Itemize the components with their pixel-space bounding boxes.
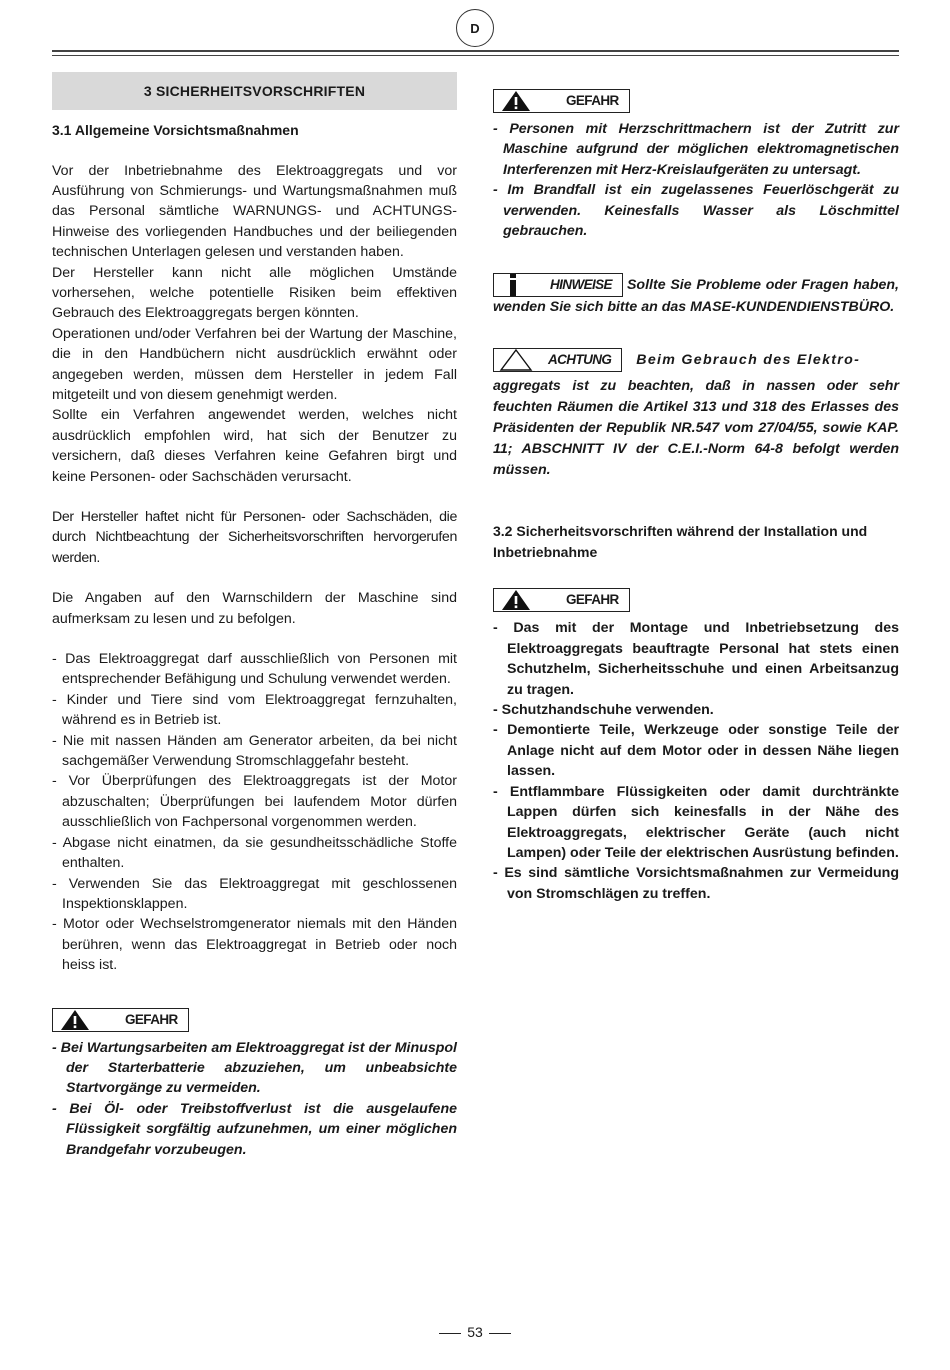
paragraph: Sollte ein Verfahren angewendet werden, welches nicht ausdrücklich empfohlen wird, hat sich der Benutzer zu versichern, daß dieses Verfahren keine Gefahren birgt und keine Personen- oder Sachschäden verursacht. — [52, 407, 457, 485]
warning-icon — [53, 1009, 97, 1031]
footer-dash — [489, 1333, 511, 1334]
footer-dash — [439, 1333, 461, 1334]
page-footer — [0, 1324, 950, 1340]
section-title: 3 SICHERHEITSVORSCHRIFTEN — [52, 72, 457, 110]
danger-label: GEFAHR — [566, 93, 619, 108]
intro-paragraphs — [52, 161, 457, 488]
list-item: - Demontierte Teile, Werkzeuge oder sonstige Teile der Anlage nicht auf dem Motor oder in dessen Nähe liegen lassen. — [493, 722, 899, 780]
list-item: - Motor oder Wechselstromgenerator niemals mit den Händen berühren, wenn das Elektroaggregat in Betrieb oder noch heiss ist. — [52, 916, 457, 974]
paragraph: Vor der Inbetriebnahme des Elektroaggregats und vor Ausführung von Schmierungs- und Wartungsmaßnahmen muß das Personal sämtliche WARNUNGS- und ACHTUNGS-Hinweise des vorliegenden Handbuches und der beiliegenden technischen Unterlagen gelesen und verstanden haben. — [52, 162, 457, 261]
language-badge: D — [456, 9, 494, 47]
list-item: - Abgase nicht einatmen, da sie gesundheitsschädliche Stoffe enthalten. — [52, 834, 457, 872]
caution-header-line — [493, 348, 899, 372]
warning-icon — [494, 589, 538, 611]
list-item: - Das Elektroaggregat darf ausschließlich von Personen mit entsprechender Befähigung und Schulung verwendet werden. — [52, 651, 457, 688]
caution-text: aggregats ist zu beachten, daß in nassen oder sehr feuchten Räumen die Artikel 313 und 318 des Erlasses des Präsidenten der Republik NR.547 vom 27/04/55, sowie KAP. 11; ABSCHNITT IV der C.E.I.-Norm 64-8 befolgt werden müssen. — [493, 378, 899, 479]
note-label-box — [493, 273, 623, 297]
list-item: - Personen mit Herzschrittmachern ist der Zutritt zur Maschine aufgrund der möglichen elektromagnetischen Interferenzen mit Herz-Kreislaufgeräten zu untersagt. — [493, 121, 899, 178]
danger-label: GEFAHR — [566, 592, 619, 608]
danger-notice-left — [52, 1008, 457, 1160]
subsection-title-3-2: 3.2 Sicherheitsvorschriften während der Installation und Inbetriebnahme — [493, 523, 868, 560]
paragraph: Operationen und/oder Verfahren bei der Wartung der Maschine, die in den Handbüchern nicht ausdrücklich erwähnt oder angegeben werden, müssen dem Hersteller in jedem Fall mitgeteilt und von diesem genehmigt werden. — [52, 325, 457, 403]
warning-icon — [494, 90, 538, 112]
list-item: - Entflammbare Flüssigkeiten oder damit durchtränkte Lappen dürfen sich keinesfalls in der Nähe des Elektroaggregats, elektrischer Geräte (auch nicht Lampen) oder Teile der elektrischen Ausrüstung befinden. — [493, 783, 899, 861]
danger-notice-right-1 — [493, 89, 899, 241]
paragraph: Der Hersteller haftet nicht für Personen- oder Sachschäden, die durch Nichtbeachtung der Sicherheitsvorschriften hervorgerufen werden. — [52, 509, 457, 566]
danger-list — [52, 1038, 457, 1160]
list-item: - Das mit der Montage und Inbetriebsetzung des Elektroaggregats beauftragte Personal hat stets einen Schutzhelm, Sicherheitsschuhe und einen Arbeitsanzug zu tragen. — [493, 620, 899, 698]
list-item: - Vor Überprüfungen des Elektroaggregats ist der Motor abzuschalten; Überprüfungen bei laufendem Motor dürfen ausschließlich von Fachpersonal vorgenommen werden. — [52, 773, 457, 831]
danger-list — [493, 119, 899, 241]
list-item: - Schutzhandschuhe verwenden. — [493, 702, 714, 719]
list-item: - Im Brandfall ist ein zugelassenes Feuerlöschgerät zu verwenden. Keinesfalls Wasser als Löschmittel gebrauchen. — [493, 182, 899, 240]
list-item: - Nie mit nassen Händen am Generator arbeiten, da bei nicht sachgemäßer Verwendung Stromschlaggefahr besteht. — [52, 732, 457, 770]
danger-label-box — [493, 89, 630, 113]
right-column — [493, 89, 899, 904]
safety-list — [52, 649, 457, 976]
caution-text-start: Beim Gebrauch des Elektro- — [636, 351, 861, 368]
list-item: - Kinder und Tiere sind vom Elektroaggregat fernzuhalten, während es in Betrieb ist. — [52, 691, 457, 729]
list-item: - Bei Öl- oder Treibstoffverlust ist die ausgelaufene Flüssigkeit sorgfältig aufzunehmen, um einer möglichen Brandgefahr vorzubeugen. — [52, 1100, 457, 1158]
danger-notice-right-2 — [493, 588, 899, 904]
note-notice — [493, 273, 899, 318]
caution-label-box — [493, 348, 622, 372]
header-rule-top — [52, 50, 899, 52]
list-item: - Es sind sämtliche Vorsichtsmaßnahmen zur Vermeidung von Stromschlägen zu treffen. — [493, 865, 899, 902]
note-text: Sollte Sie Probleme oder Fragen haben, wenden Sie sich bitte an das MASE-KUNDENDIENSTBÜRO. — [493, 277, 899, 316]
list-item: - Verwenden Sie das Elektroaggregat mit geschlossenen Inspektionsklappen. — [52, 875, 457, 912]
note-label: HINWEISE — [550, 277, 612, 293]
left-column — [52, 72, 457, 1160]
paragraph: Die Angaben auf den Warnschildern der Maschine sind aufmerksam zu lesen und zu befolgen. — [52, 590, 457, 627]
subsection-title-3-1: 3.1 Allgemeine Vorsichtsmaßnahmen — [52, 122, 299, 138]
caution-triangle-icon — [494, 349, 538, 371]
danger-label-box — [52, 1008, 189, 1032]
paragraph: Der Hersteller kann nicht alle möglichen Umstände vorhersehen, welche potentielle Risiken beim effektiven Gebrauch des Elektroaggregats bergen könnten. — [52, 264, 457, 322]
header-rule-bottom — [52, 55, 899, 56]
caution-notice — [493, 348, 899, 481]
danger-list — [493, 618, 899, 904]
danger-label: GEFAHR — [125, 1011, 178, 1027]
info-icon — [494, 274, 538, 296]
danger-label-box — [493, 588, 630, 612]
page-number: 53 — [467, 1324, 483, 1340]
caution-label: ACHTUNG — [548, 352, 612, 368]
list-item: - Bei Wartungsarbeiten am Elektroaggregat ist der Minuspol der Starterbatterie abzuziehen, um unbeabsichte Startvorgänge zu vermeiden. — [52, 1039, 457, 1097]
